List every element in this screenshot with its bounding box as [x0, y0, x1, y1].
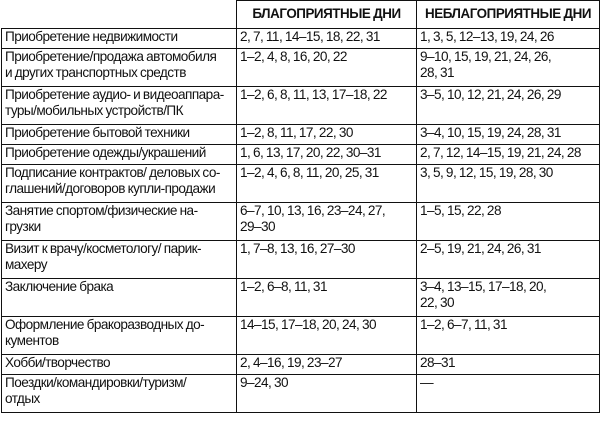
- activity-cell: Приобретение недвижимости: [2, 29, 237, 49]
- header-unfavorable-days: НЕБЛАГОПРИЯТНЫЕ ДНИ: [417, 1, 600, 29]
- activity-cell: Подписание контрактов/ деловых со- глашений/договоров купли-продажи: [2, 165, 237, 203]
- favorable-days-cell: 2, 4–16, 19, 23–27: [237, 355, 417, 375]
- favorable-days-cell: 2, 7, 11, 14–15, 18, 22, 31: [237, 29, 417, 49]
- unfavorable-days-cell: 1–2, 6–7, 11, 31: [417, 317, 600, 355]
- table-row: [2, 49, 600, 87]
- activity-cell: Оформление бракоразводных до- кументов: [2, 317, 237, 355]
- table-row: [2, 279, 600, 317]
- favorable-days-cell: 9–24, 30: [237, 375, 417, 413]
- favorable-days-cell: 1–2, 6, 8, 11, 13, 17–18, 22: [237, 87, 417, 125]
- activity-cell: Поездки/командировки/туризм/ отдых: [2, 375, 237, 413]
- favorable-days-cell: 14–15, 17–18, 20, 24, 30: [237, 317, 417, 355]
- favorable-days-cell: 1, 6, 13, 17, 20, 22, 30–31: [237, 145, 417, 165]
- table-row: [2, 375, 600, 413]
- favorable-days-cell: 1–2, 4, 8, 16, 20, 22: [237, 49, 417, 87]
- activity-cell: Занятие спортом/физические на- грузки: [2, 203, 237, 241]
- table-row: [2, 125, 600, 145]
- unfavorable-days-cell: 3, 5, 9, 12, 15, 19, 28, 30: [417, 165, 600, 203]
- unfavorable-days-cell: 9–10, 15, 19, 21, 24, 26, 28, 31: [417, 49, 600, 87]
- favorable-days-cell: 1, 7–8, 13, 16, 27–30: [237, 241, 417, 279]
- activity-cell: Визит к врачу/косметологу/ парик- махеру: [2, 241, 237, 279]
- table-row: [2, 241, 600, 279]
- table-row: [2, 145, 600, 165]
- unfavorable-days-cell: 3–5, 10, 12, 21, 24, 26, 29: [417, 87, 600, 125]
- activity-cell: Хобби/творчество: [2, 355, 237, 375]
- favorable-days-cell: 1–2, 4, 6, 8, 11, 20, 25, 31: [237, 165, 417, 203]
- table-header-row: [2, 1, 600, 29]
- activity-cell: Приобретение одежды/украшений: [2, 145, 237, 165]
- header-activity: [2, 1, 237, 29]
- unfavorable-days-cell: 3–4, 13–15, 17–18, 20, 22, 30: [417, 279, 600, 317]
- unfavorable-days-cell: 3–4, 10, 15, 19, 24, 28, 31: [417, 125, 600, 145]
- unfavorable-days-cell: —: [417, 375, 600, 413]
- table-row: [2, 165, 600, 203]
- activity-cell: Приобретение/продажа автомобиля и других транспортных средств: [2, 49, 237, 87]
- unfavorable-days-cell: 2, 7, 12, 14–15, 19, 21, 24, 28: [417, 145, 600, 165]
- unfavorable-days-cell: 1, 3, 5, 12–13, 19, 24, 26: [417, 29, 600, 49]
- unfavorable-days-cell: 1–5, 15, 22, 28: [417, 203, 600, 241]
- table-row: [2, 87, 600, 125]
- table-row: [2, 29, 600, 49]
- favorable-days-cell: 1–2, 8, 11, 17, 22, 30: [237, 125, 417, 145]
- header-favorable-days: БЛАГОПРИЯТНЫЕ ДНИ: [237, 1, 417, 29]
- table-row: [2, 355, 600, 375]
- unfavorable-days-cell: 2–5, 19, 21, 24, 26, 31: [417, 241, 600, 279]
- favorable-days-table: [1, 0, 600, 413]
- unfavorable-days-cell: 28–31: [417, 355, 600, 375]
- favorable-days-cell: 6–7, 10, 13, 16, 23–24, 27, 29–30: [237, 203, 417, 241]
- favorable-days-cell: 1–2, 6–8, 11, 31: [237, 279, 417, 317]
- table-row: [2, 317, 600, 355]
- activity-cell: Приобретение аудио- и видеоаппара- туры/мобильных устройств/ПК: [2, 87, 237, 125]
- activity-cell: Приобретение бытовой техники: [2, 125, 237, 145]
- activity-cell: Заключение брака: [2, 279, 237, 317]
- table-row: [2, 203, 600, 241]
